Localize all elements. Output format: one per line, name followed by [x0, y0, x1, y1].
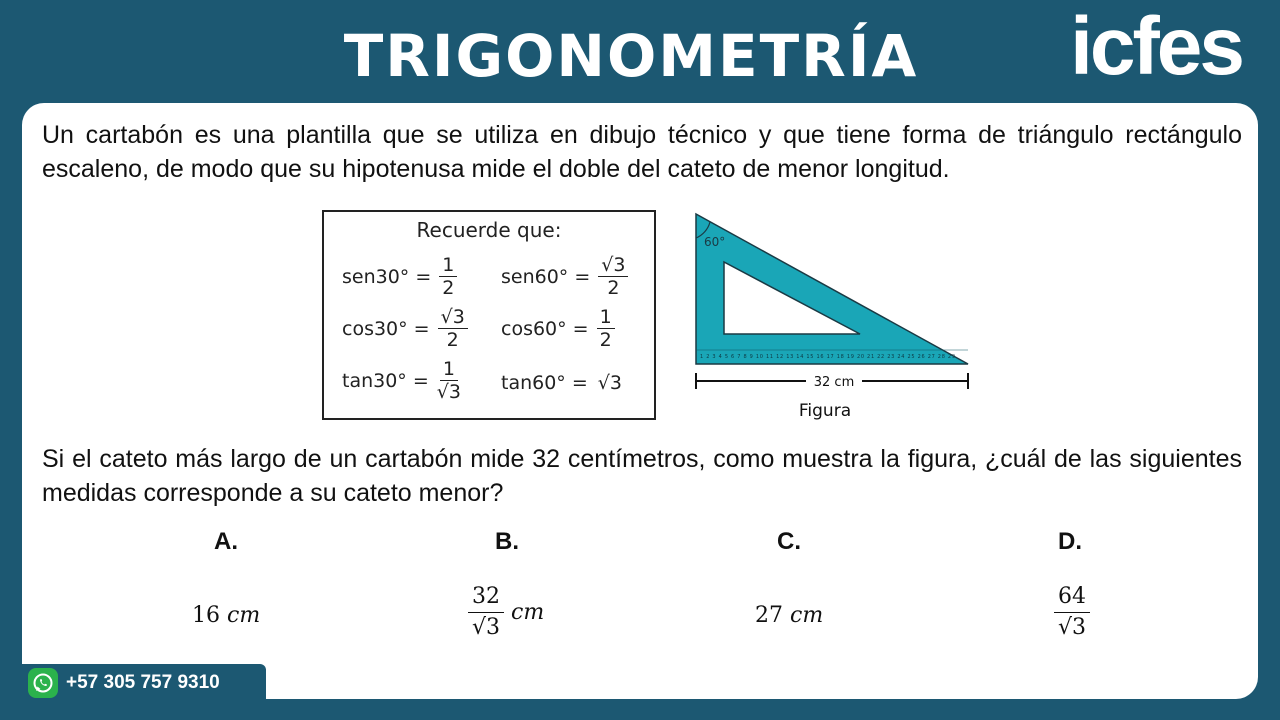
option-d-den: √3 — [1057, 615, 1086, 640]
phone-number: +57 305 757 9310 — [66, 672, 220, 693]
option-b-num: 32 — [468, 582, 504, 613]
cos60-label: cos60° = — [501, 317, 589, 340]
option-a-label[interactable]: A. — [214, 528, 238, 555]
dimension-label: 32 cm — [813, 375, 855, 390]
option-c-value[interactable] — [755, 603, 823, 628]
reminder-heading: Recuerde que: — [416, 218, 562, 242]
tan30-label: tan30° = — [342, 369, 429, 392]
option-b-unit: cm — [511, 600, 545, 625]
cos30-den: 2 — [446, 329, 459, 351]
question-paragraph: Si el cateto más largo de un cartabón mide 32 centímetros, como muestra la figura, ¿cuál de las siguientes medidas corresponde a su cateto menor? — [42, 445, 1242, 507]
option-d-value[interactable] — [1054, 582, 1090, 643]
option-c-number: 27 — [755, 603, 783, 628]
option-a-value[interactable] — [192, 603, 260, 628]
cos60-den: 2 — [599, 329, 612, 351]
intro-paragraph: Un cartabón es una plantilla que se utiliza en dibujo técnico y que tiene forma de triángulo rectángulo escaleno, de modo que su hipotenusa mide el doble del cateto de menor longitud. — [42, 121, 1242, 183]
option-a-number: 16 — [192, 603, 220, 628]
tan60-label: tan60° = — [501, 372, 588, 394]
figure-caption: Figura — [798, 401, 852, 421]
option-b-label[interactable]: B. — [495, 528, 519, 555]
whatsapp-icon — [28, 668, 58, 698]
contact-bar[interactable] — [22, 664, 266, 702]
tan60-formula — [501, 372, 622, 394]
sen60-den: 2 — [607, 277, 620, 299]
sen60-label: sen60° = — [501, 265, 591, 288]
cos60-formula — [501, 306, 615, 351]
cos30-label: cos30° = — [342, 317, 430, 340]
option-d-num: 64 — [1054, 582, 1090, 613]
sen30-label: sen30° = — [342, 265, 432, 288]
sen30-num: 1 — [439, 254, 457, 277]
sen30-formula — [342, 254, 457, 299]
cos60-num: 1 — [597, 306, 615, 329]
sen60-formula — [501, 254, 628, 299]
option-c-unit: cm — [790, 603, 824, 628]
cos30-num: √3 — [438, 306, 468, 329]
cos30-formula — [342, 306, 468, 351]
reminder-box — [322, 210, 656, 420]
sen30-den: 2 — [442, 277, 455, 299]
angle-label: 60° — [704, 235, 726, 249]
option-b-den: √3 — [471, 615, 500, 640]
icfes-logo: icfes — [1070, 1, 1242, 92]
ruler-ticks: 1 2 3 4 5 6 7 8 9 10 11 12 13 14 15 16 17 18 19 20 21 22 23 24 25 26 27 28 29 — [700, 354, 955, 360]
option-b-value[interactable] — [468, 582, 544, 643]
option-a-unit: cm — [227, 603, 261, 628]
option-c-label[interactable]: C. — [777, 528, 801, 555]
option-d-label[interactable]: D. — [1058, 528, 1082, 555]
tan60-value: √3 — [597, 372, 622, 394]
triangle-figure — [688, 208, 978, 428]
page-title: TRIGONOMETRÍA — [343, 22, 919, 90]
tan30-num: 1 — [440, 358, 458, 381]
tan30-den: √3 — [436, 381, 461, 403]
sen60-num: √3 — [598, 254, 628, 277]
tan30-formula — [342, 358, 461, 403]
